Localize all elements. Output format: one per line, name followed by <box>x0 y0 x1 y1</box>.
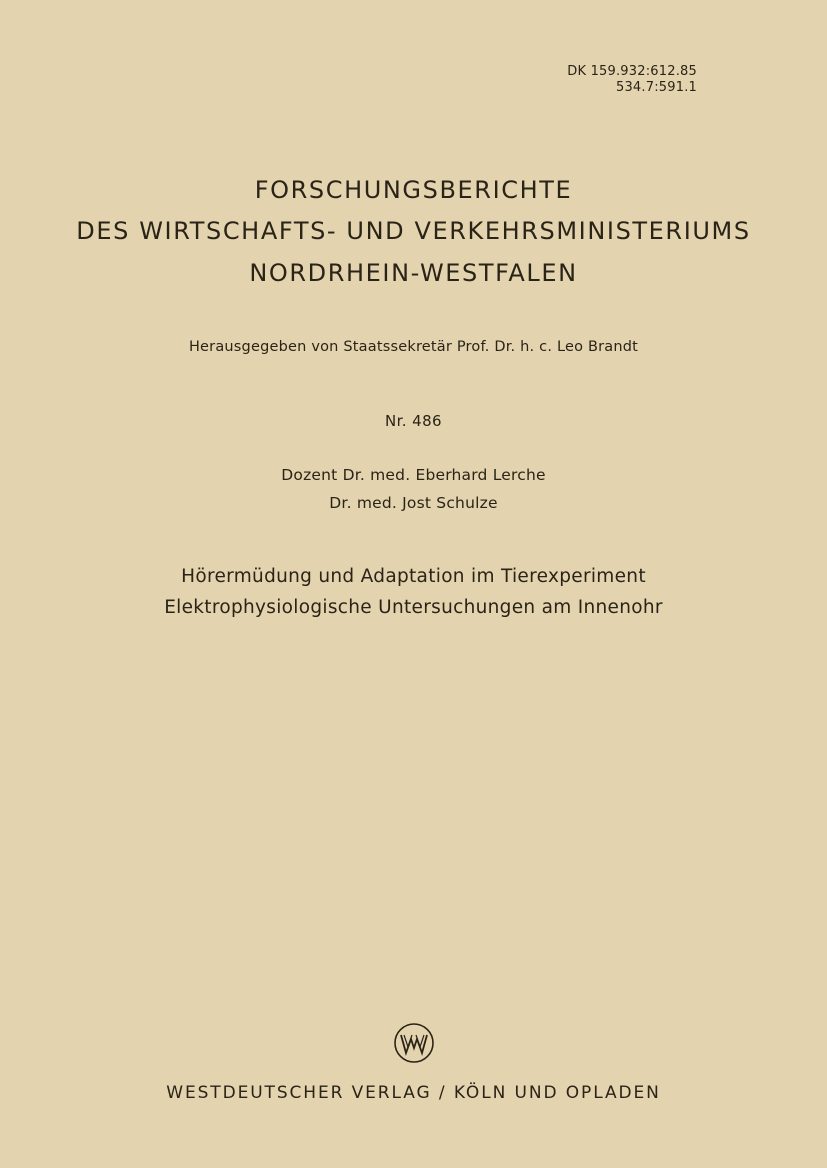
report-title-line-1: Hörermüdung und Adaptation im Tierexperiment <box>181 566 646 587</box>
classification-code <box>567 64 697 96</box>
editor-line: Herausgegeben von Staatssekretär Prof. Dr. h. c. Leo Brandt <box>188 339 639 355</box>
author-1: Dozent Dr. med. Eberhard Lerche <box>281 466 546 484</box>
classification-line-1: DK 159.932:612.85 <box>567 64 697 79</box>
publisher-line: WESTDEUTSCHER VERLAG / KÖLN UND OPLADEN <box>166 1083 661 1103</box>
series-title-line-2: DES WIRTSCHAFTS- UND VERKEHRSMINISTERIUMS <box>76 217 751 245</box>
series-title-line-3: NORDRHEIN-WESTFALEN <box>249 259 578 287</box>
series-title-line-1: FORSCHUNGSBERICHTE <box>254 176 573 204</box>
report-number: Nr. 486 <box>385 412 442 430</box>
author-2: Dr. med. Jost Schulze <box>329 494 498 512</box>
westdeutscher-verlag-w-logo-icon <box>393 1022 435 1064</box>
classification-line-2: 534.7:591.1 <box>615 80 697 95</box>
report-title-line-2: Elektrophysiologische Untersuchungen am Innenohr <box>164 597 663 618</box>
